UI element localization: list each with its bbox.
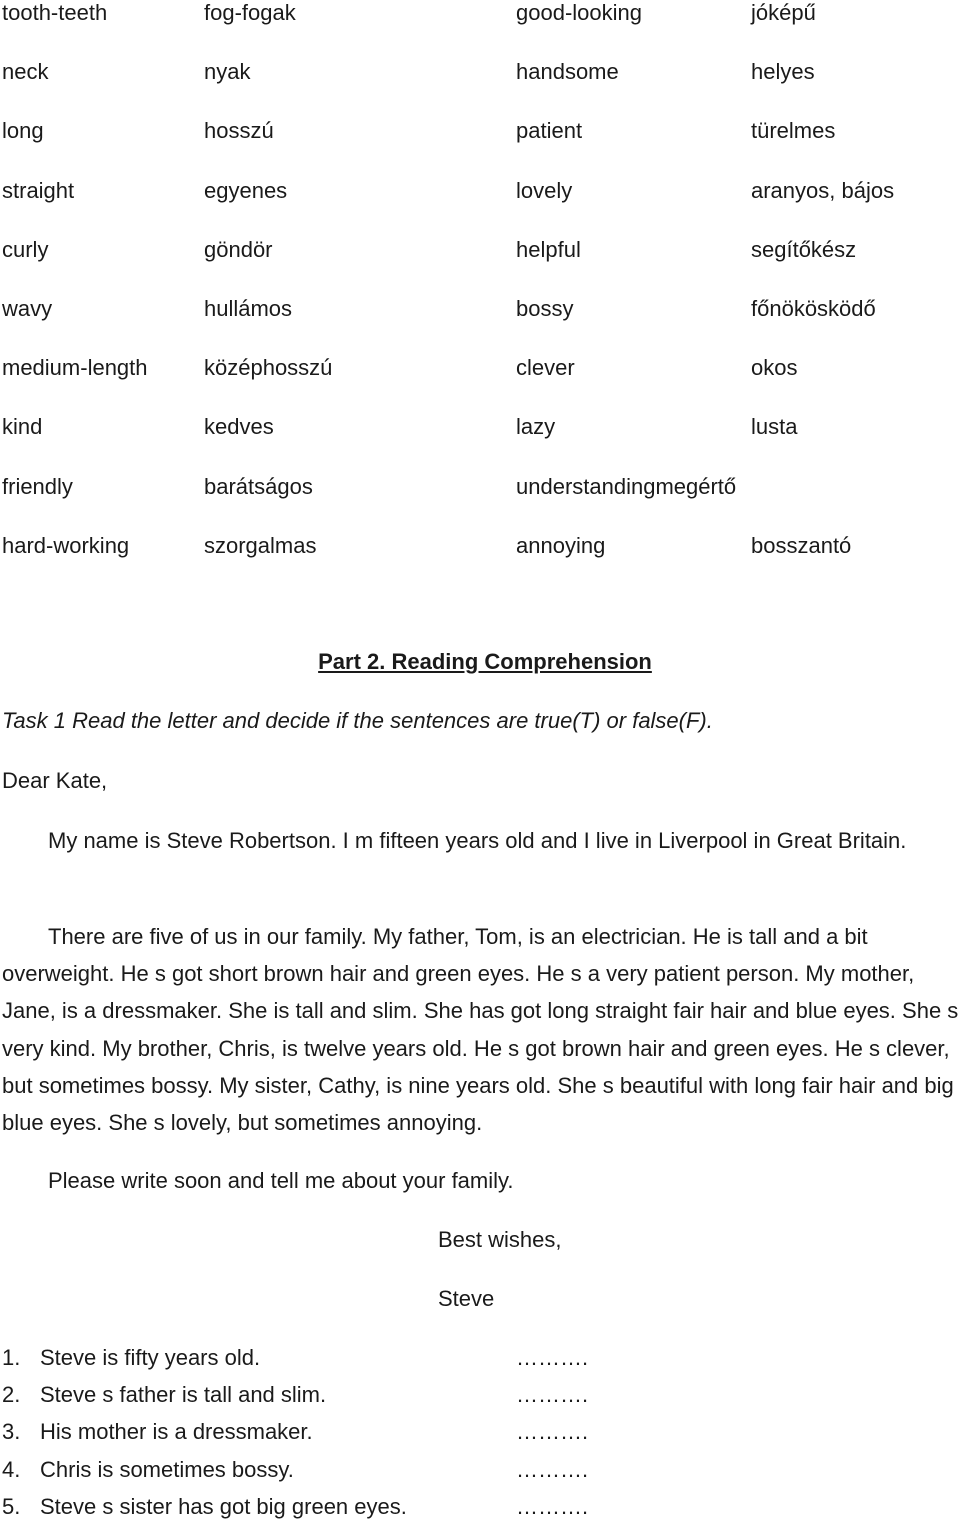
letter-paragraph-text: There are five of us in our family. My father, Tom, is an electrician. He is tall and a bit overweight. He s got short brown hair and green eyes. He s a very patient person. My mother, Jane, is a dressmaker. She is tall and slim. She has got long straight fair hair and blue eyes. She s very kind. My brother, Chris, is twelve years old. He s got brown hair and green eyes. He s clever, but sometimes bossy. My sister, Cathy, is nine years old. She s beautiful with long fair hair and big blue eyes. She s lovely, but sometimes annoying. xyxy=(2,924,959,1136)
vocab-hungarian: kedves xyxy=(204,414,274,440)
vocab-hungarian: szorgalmas xyxy=(204,532,317,558)
letter-paragraph xyxy=(2,822,960,859)
vocab-row xyxy=(2,414,960,473)
vocab-english: good-looking xyxy=(516,0,642,25)
vocab-hungarian: nyak xyxy=(204,59,251,85)
vocab-hungarian: segítőkész xyxy=(751,236,857,262)
question-text: Steve s father is tall and slim. xyxy=(40,1382,327,1408)
vocab-row xyxy=(2,118,960,177)
vocab-english: patient xyxy=(516,118,583,144)
question-text: Steve s sister has got big green eyes. xyxy=(40,1493,407,1519)
vocab-hungarian: középhosszú xyxy=(204,355,333,381)
answer-blank: ………. xyxy=(516,1345,589,1370)
vocab-row xyxy=(2,237,960,296)
vocab-hungarian: aranyos, bájos xyxy=(751,177,895,203)
question-number: 2. xyxy=(2,1382,21,1408)
answer-blank: ………. xyxy=(516,1419,589,1445)
vocab-english: hard-working xyxy=(2,532,130,558)
question-number: 4. xyxy=(2,1456,21,1482)
vocab-english: lazy xyxy=(516,414,556,440)
question-text: Chris is sometimes bossy. xyxy=(40,1456,294,1482)
vocab-english: helpful xyxy=(516,236,581,262)
answer-blank: ………. xyxy=(516,1493,589,1519)
vocab-hungarian: helyes xyxy=(751,59,815,85)
vocab-english: friendly xyxy=(2,473,73,499)
vocab-row xyxy=(2,0,960,59)
vocab-row xyxy=(2,355,960,414)
vocab-hungarian: fog-fogak xyxy=(204,0,296,25)
vocab-english: annoying xyxy=(516,532,606,558)
vocab-english: tooth-teeth xyxy=(2,0,108,25)
question-text: His mother is a dressmaker. xyxy=(40,1419,313,1445)
vocab-hungarian: egyenes xyxy=(204,177,288,203)
task-instruction: Task 1 Read the letter and decide if the sentences are true(T) or false(F). xyxy=(2,708,713,733)
vocab-english: wavy xyxy=(2,295,53,321)
vocab-hungarian: türelmes xyxy=(751,118,836,144)
question-item xyxy=(2,1419,960,1456)
vocab-english: long xyxy=(2,118,44,144)
question-item xyxy=(2,1494,960,1531)
vocab-english: lovely xyxy=(516,177,573,203)
vocab-hungarian: göndör xyxy=(204,236,273,262)
vocab-hungarian: jóképű xyxy=(751,0,816,25)
question-item xyxy=(2,1345,960,1382)
vocab-row xyxy=(2,474,960,533)
letter-signature: Steve xyxy=(438,1286,495,1311)
vocab-row xyxy=(2,178,960,237)
question-number: 1. xyxy=(2,1345,21,1370)
vocab-row xyxy=(2,533,960,592)
vocab-hungarian: főnökösködő xyxy=(751,295,876,321)
letter-paragraph-text: My name is Steve Robertson. I m fifteen years old and I live in Liverpool in Great Britain. xyxy=(48,828,907,853)
answer-blank: ………. xyxy=(516,1382,589,1408)
vocab-english: kind xyxy=(2,414,43,440)
question-item xyxy=(2,1382,960,1419)
question-text: Steve is fifty years old. xyxy=(40,1345,261,1370)
letter-sign-off: Best wishes, xyxy=(438,1227,562,1252)
vocab-hungarian: bosszantó xyxy=(751,532,852,558)
part-heading: Part 2. Reading Comprehension xyxy=(318,649,652,674)
vocab-english: bossy xyxy=(516,295,574,321)
vocab-english: straight xyxy=(2,177,75,203)
vocab-english: understandingmegértő xyxy=(516,473,737,499)
letter-paragraph xyxy=(2,918,960,1141)
vocab-hungarian: okos xyxy=(751,355,798,381)
answer-blank: ………. xyxy=(516,1456,589,1482)
vocab-english: medium-length xyxy=(2,355,148,381)
vocab-hungarian: hullámos xyxy=(204,295,293,321)
vocabulary-table xyxy=(2,0,960,592)
vocab-english: neck xyxy=(2,59,49,85)
vocab-english: curly xyxy=(2,236,49,262)
vocab-hungarian: hosszú xyxy=(204,118,274,144)
question-item xyxy=(2,1457,960,1494)
vocab-hungarian: lusta xyxy=(751,414,798,440)
vocab-row xyxy=(2,59,960,118)
vocab-hungarian: barátságos xyxy=(204,473,313,499)
letter-closing-request: Please write soon and tell me about your family. xyxy=(48,1168,514,1193)
question-list xyxy=(2,1345,960,1531)
vocab-english: clever xyxy=(516,355,575,381)
question-number: 5. xyxy=(2,1493,21,1519)
vocab-english: handsome xyxy=(516,59,619,85)
letter-greeting: Dear Kate, xyxy=(2,768,108,793)
vocab-row xyxy=(2,296,960,355)
question-number: 3. xyxy=(2,1419,21,1445)
